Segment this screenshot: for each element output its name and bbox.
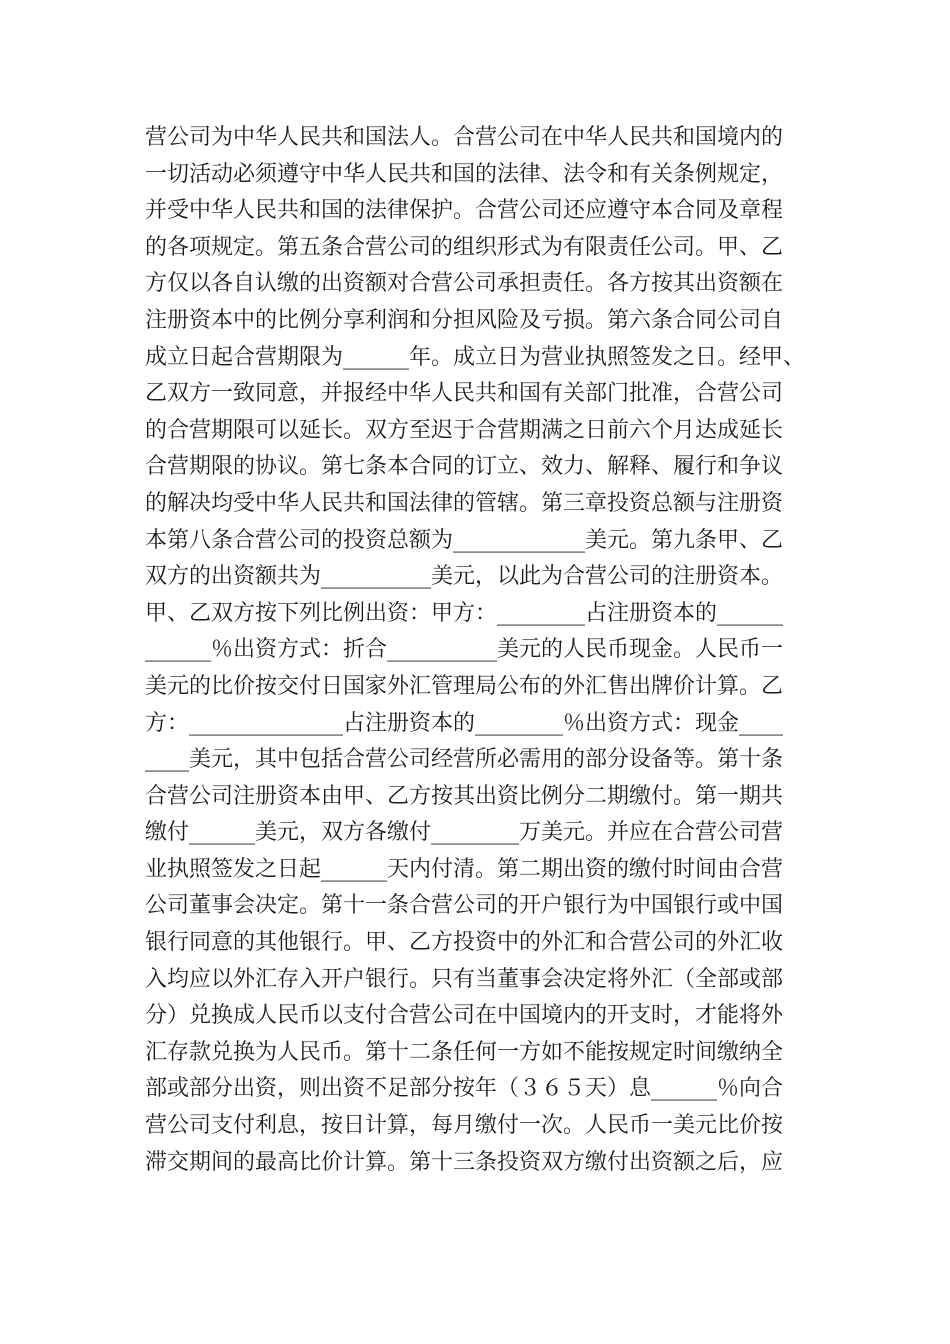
- text-line: 并受中华人民共和国的法律保护。合营公司还应遵守本合同及章程: [145, 198, 784, 224]
- text-line: 部或部分出资，则出资不足部分按年（３６５天）息______％向合: [145, 1076, 784, 1102]
- text-line: 的解决均受中华人民共和国法律的管辖。第三章投资总额与注册资: [145, 490, 784, 516]
- text-line: ____美元，其中包括合营公司经营所必需用的部分设备等。第十条: [145, 747, 784, 773]
- text-line: 方：______________占注册资本的________％出资方式：现金____: [145, 710, 784, 736]
- text-line: 公司董事会决定。第十一条合营公司的开户银行为中国银行或中国: [145, 893, 784, 919]
- text-line: 方仅以各自认缴的出资额对合营公司承担责任。各方按其出资额在: [145, 271, 784, 297]
- text-line: 银行同意的其他银行。甲、乙方投资中的外汇和合营公司的外汇收: [145, 930, 784, 956]
- text-line: 的各项规定。第五条合营公司的组织形式为有限责任公司。甲、乙: [145, 234, 784, 260]
- text-line: 营公司支付利息，按日计算，每月缴付一次。人民币一美元比价按: [145, 1113, 784, 1139]
- text-line: 营公司为中华人民共和国法人。合营公司在中华人民共和国境内的: [145, 125, 784, 150]
- text-line: 甲、乙双方按下列比例出资：甲方：________占注册资本的______: [145, 600, 784, 626]
- text-line: 汇存款兑换为人民币。第十二条任何一方如不能按规定时间缴纳全: [145, 1039, 784, 1065]
- text-line: 本第八条合营公司的投资总额为____________美元。第九条甲、乙: [145, 527, 784, 553]
- text-line: ______％出资方式：折合__________美元的人民币现金。人民币一: [145, 637, 784, 663]
- text-line: 缴付______美元，双方各缴付________万美元。并应在合营公司营: [145, 820, 784, 846]
- text-line: 成立日起合营期限为______年。成立日为营业执照签发之日。经甲、: [145, 344, 806, 370]
- text-line: 双方的出资额共为__________美元，以此为合营公司的注册资本。: [145, 564, 784, 590]
- contract-body-text: [145, 120, 825, 1181]
- text-line: 一切活动必须遵守中华人民共和国的法律、法令和有关条例规定，: [145, 161, 784, 187]
- text-line: 合营公司注册资本由甲、乙方按其出资比例分二期缴付。第一期共: [145, 783, 784, 809]
- text-line: 分）兑换成人民币以支付合营公司在中国境内的开支时，才能将外: [145, 1003, 784, 1029]
- text-line: 美元的比价按交付日国家外汇管理局公布的外汇售出牌价计算。乙: [145, 673, 784, 699]
- text-line: 合营期限的协议。第七条本合同的订立、效力、解释、履行和争议: [145, 454, 784, 480]
- text-line: 业执照签发之日起______天内付清。第二期出资的缴付时间由合营: [145, 856, 784, 882]
- text-line: 的合营期限可以延长。双方至迟于合营期满之日前六个月达成延长: [145, 417, 784, 443]
- text-line: 乙双方一致同意，并报经中华人民共和国有关部门批准，合营公司: [145, 381, 784, 407]
- text-line: 注册资本中的比例分享利润和分担风险及亏损。第六条合同公司自: [145, 307, 784, 333]
- text-line: 滞交期间的最高比价计算。第十三条投资双方缴付出资额之后，应: [145, 1149, 784, 1175]
- text-line: 入均应以外汇存入开户银行。只有当董事会决定将外汇（全部或部: [145, 966, 784, 992]
